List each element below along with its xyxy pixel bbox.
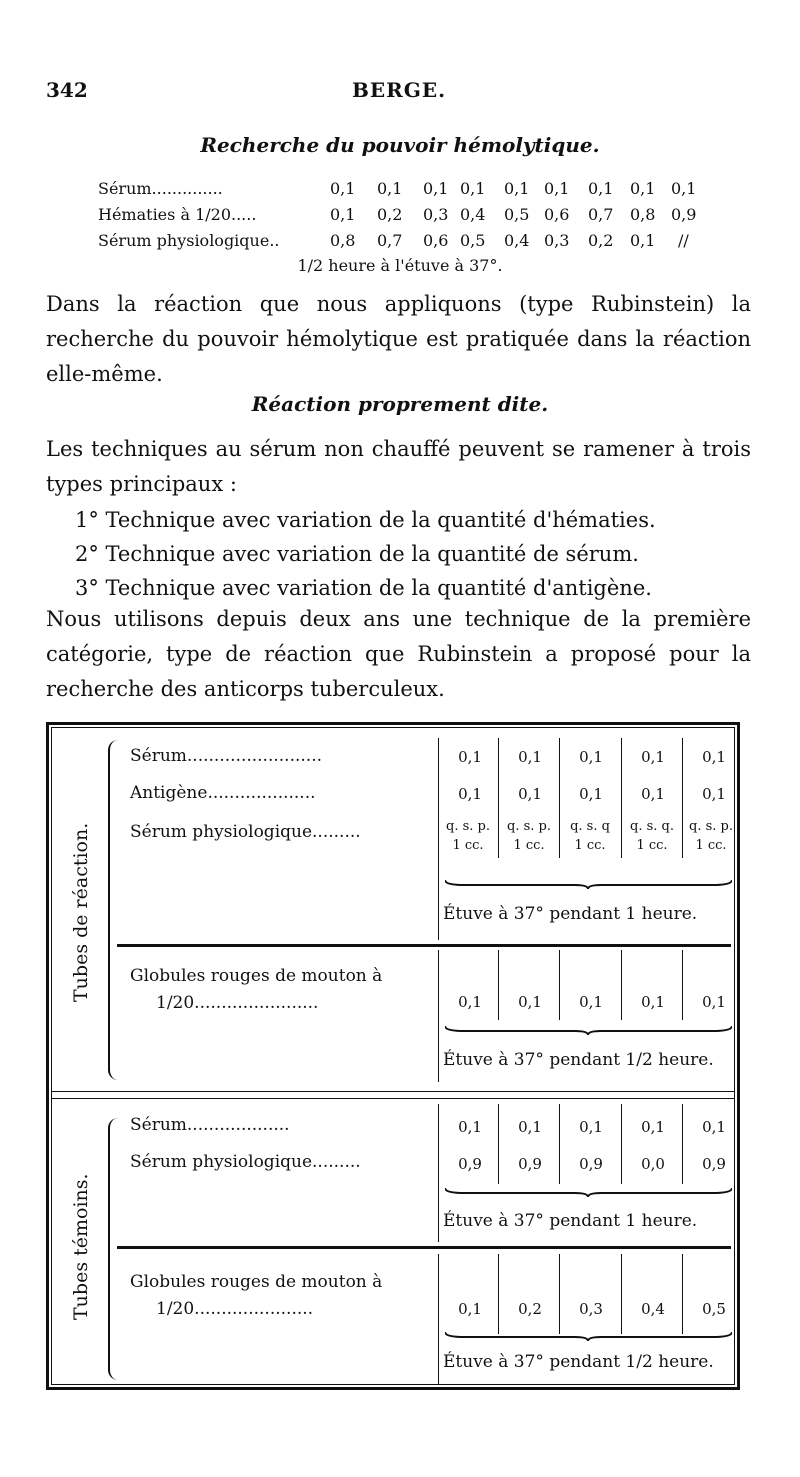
- group-label-controls: Tubes témoins.: [70, 1173, 92, 1320]
- group-brace-reaction: [108, 740, 120, 1080]
- qsp-text: q. s. p.: [689, 819, 733, 834]
- table1-cell: 0,4: [460, 205, 486, 224]
- table-cell: [499, 817, 559, 855]
- row-label-serum: Sérum.........................: [130, 746, 322, 766]
- table1-cell: 0,1: [630, 231, 656, 250]
- table1-cell: 0,1: [330, 179, 356, 198]
- list-item: 1° Technique avec variation de la quantité d'hématies.: [75, 508, 656, 532]
- qsp-text: q. s. q.: [630, 819, 674, 834]
- column-divider: [682, 1254, 683, 1334]
- table-cell: [681, 817, 741, 855]
- brace-curve: [445, 1330, 732, 1342]
- table-cell: 0,3: [579, 1300, 603, 1318]
- list-item: 2° Technique avec variation de la quantité de sérum.: [75, 542, 639, 566]
- table-cell: 0,1: [641, 1118, 665, 1136]
- row-label-antigene: Antigène....................: [130, 783, 316, 803]
- volume-text: 1 cc.: [574, 838, 606, 853]
- table-cell: 0,9: [458, 1155, 482, 1173]
- qsp-text: q. s. q: [570, 819, 610, 834]
- table1-cell: 0,2: [588, 231, 614, 250]
- table1-cell: 0,6: [423, 231, 449, 250]
- table-cell: 0,1: [641, 748, 665, 766]
- volume-text: 1 cc.: [452, 838, 484, 853]
- group-label-reaction: Tubes de réaction.: [70, 822, 92, 1002]
- row-label-globules-dilution: 1/20......................: [156, 1299, 314, 1319]
- volume-text: 1 cc.: [636, 838, 668, 853]
- etuve-note: Étuve à 37° pendant 1/2 heure.: [443, 1050, 714, 1070]
- brace-curve: [445, 1024, 732, 1036]
- table1-row-label: Sérum physiologique..: [98, 231, 280, 250]
- row-label-serum: Sérum...................: [130, 1115, 290, 1135]
- table1-cell: 0,6: [544, 205, 570, 224]
- table1-cell: 0,1: [423, 179, 449, 198]
- table-cell: 0,1: [579, 1118, 603, 1136]
- table-cell: 0,9: [518, 1155, 542, 1173]
- table-cell: 0,4: [641, 1300, 665, 1318]
- etuve-note: Étuve à 37° pendant 1 heure.: [443, 1211, 698, 1231]
- table-cell: [622, 817, 682, 855]
- table-cell: 0,0: [641, 1155, 665, 1173]
- paragraph-2: Les techniques au sérum non chauffé peuvent se ramener à trois types principaux :: [46, 437, 751, 496]
- table-cell: 0,1: [641, 993, 665, 1011]
- table1-cell: 0,1: [377, 179, 403, 198]
- list-item: 3° Technique avec variation de la quantité d'antigène.: [75, 576, 652, 600]
- column-divider: [559, 1254, 560, 1334]
- table-cell: 0,2: [518, 1300, 542, 1318]
- table-cell: 0,1: [458, 1300, 482, 1318]
- table1-cell: 0,3: [544, 231, 570, 250]
- table1-row-label: Sérum..............: [98, 179, 223, 198]
- table1-cell: 0,7: [588, 205, 614, 224]
- technique-list: [75, 503, 656, 605]
- table1-cell: 0,8: [330, 231, 356, 250]
- table1-cell: 0,3: [423, 205, 449, 224]
- table1-cell: 0,7: [377, 231, 403, 250]
- table-cell: 0,9: [579, 1155, 603, 1173]
- table-cell: 0,1: [579, 993, 603, 1011]
- column-divider: [621, 1104, 622, 1184]
- table1-cell: 0,5: [504, 205, 530, 224]
- qsp-text: q. s. p.: [446, 819, 490, 834]
- table1-cell: //: [678, 231, 689, 250]
- page-header: [46, 78, 752, 108]
- table1-row-label: Hématies à 1/20.....: [98, 205, 257, 224]
- volume-text: 1 cc.: [695, 838, 727, 853]
- row-label-physio: Sérum physiologique.........: [130, 822, 361, 842]
- table-cell: [560, 817, 620, 855]
- table1-cell: 0,1: [544, 179, 570, 198]
- column-divider: [438, 1104, 439, 1242]
- table-cell: 0,1: [458, 1118, 482, 1136]
- group-brace-controls: [108, 1118, 120, 1380]
- column-divider: [438, 950, 439, 1082]
- column-divider: [621, 950, 622, 1020]
- column-divider: [621, 1254, 622, 1334]
- table1-cell: 0,1: [671, 179, 697, 198]
- table-cell: 0,9: [702, 1155, 726, 1173]
- volume-text: 1 cc.: [513, 838, 545, 853]
- table-cell: 0,1: [702, 748, 726, 766]
- brace-curve: [445, 1186, 732, 1198]
- etuve-note: Étuve à 37° pendant 1/2 heure.: [443, 1352, 714, 1372]
- page-number: 342: [46, 78, 88, 102]
- table-cell: 0,1: [702, 993, 726, 1011]
- column-divider: [498, 1254, 499, 1334]
- row-label-globules-dilution: 1/20.......................: [156, 993, 319, 1013]
- table-cell: 0,1: [579, 748, 603, 766]
- running-title: BERGE.: [351, 78, 447, 102]
- table-cell: [438, 817, 498, 855]
- row-label-physio: Sérum physiologique.........: [130, 1152, 361, 1172]
- section-title-hemolytic: Recherche du pouvoir hémolytique.: [200, 133, 600, 157]
- table-cell: 0,1: [702, 1118, 726, 1136]
- divider-line: [117, 1246, 731, 1249]
- table-cell: 0,1: [579, 785, 603, 803]
- row-label-globules: Globules rouges de mouton à: [130, 1272, 383, 1292]
- table1-cell: 0,4: [504, 231, 530, 250]
- etuve-note: Étuve à 37° pendant 1 heure.: [443, 904, 698, 924]
- table1-cell: 0,9: [671, 205, 697, 224]
- table-cell: 0,1: [458, 785, 482, 803]
- table1-cell: 0,1: [504, 179, 530, 198]
- table1-cell: 0,1: [588, 179, 614, 198]
- table-cell: 0,1: [458, 993, 482, 1011]
- row-label-globules: Globules rouges de mouton à: [130, 966, 383, 986]
- qsp-text: q. s. p.: [507, 819, 551, 834]
- table1-cell: 0,5: [460, 231, 486, 250]
- table1-cell: 0,1: [330, 205, 356, 224]
- table-cell: 0,1: [702, 785, 726, 803]
- divider-line: [52, 1098, 734, 1099]
- table-cell: 0,1: [518, 748, 542, 766]
- table-cell: 0,1: [641, 785, 665, 803]
- table-cell: 0,1: [518, 993, 542, 1011]
- table-cell: 0,1: [458, 748, 482, 766]
- table1-cell: 0,1: [460, 179, 486, 198]
- table1-cell: 0,2: [377, 205, 403, 224]
- table1-note: 1/2 heure à l'étuve à 37°.: [297, 256, 503, 275]
- table-cell: 0,1: [518, 785, 542, 803]
- brace-curve: [445, 878, 732, 890]
- section-title-reaction: Réaction proprement dite.: [251, 392, 549, 416]
- table-cell: 0,1: [518, 1118, 542, 1136]
- divider-line: [52, 1091, 734, 1092]
- paragraph-3: Nous utilisons depuis deux ans une technique de la première catégorie, type de réaction que Rubinstein a proposé pour la recherche des anticorps tuberculeux.: [46, 607, 751, 701]
- table-cell: 0,5: [702, 1300, 726, 1318]
- table1-cell: 0,1: [630, 179, 656, 198]
- paragraph-1: Dans la réaction que nous appliquons (type Rubinstein) la recherche du pouvoir hémolytique est pratiquée dans la réaction elle-même.: [46, 292, 751, 386]
- column-divider: [438, 1254, 439, 1384]
- table1-cell: 0,8: [630, 205, 656, 224]
- divider-line: [117, 944, 731, 947]
